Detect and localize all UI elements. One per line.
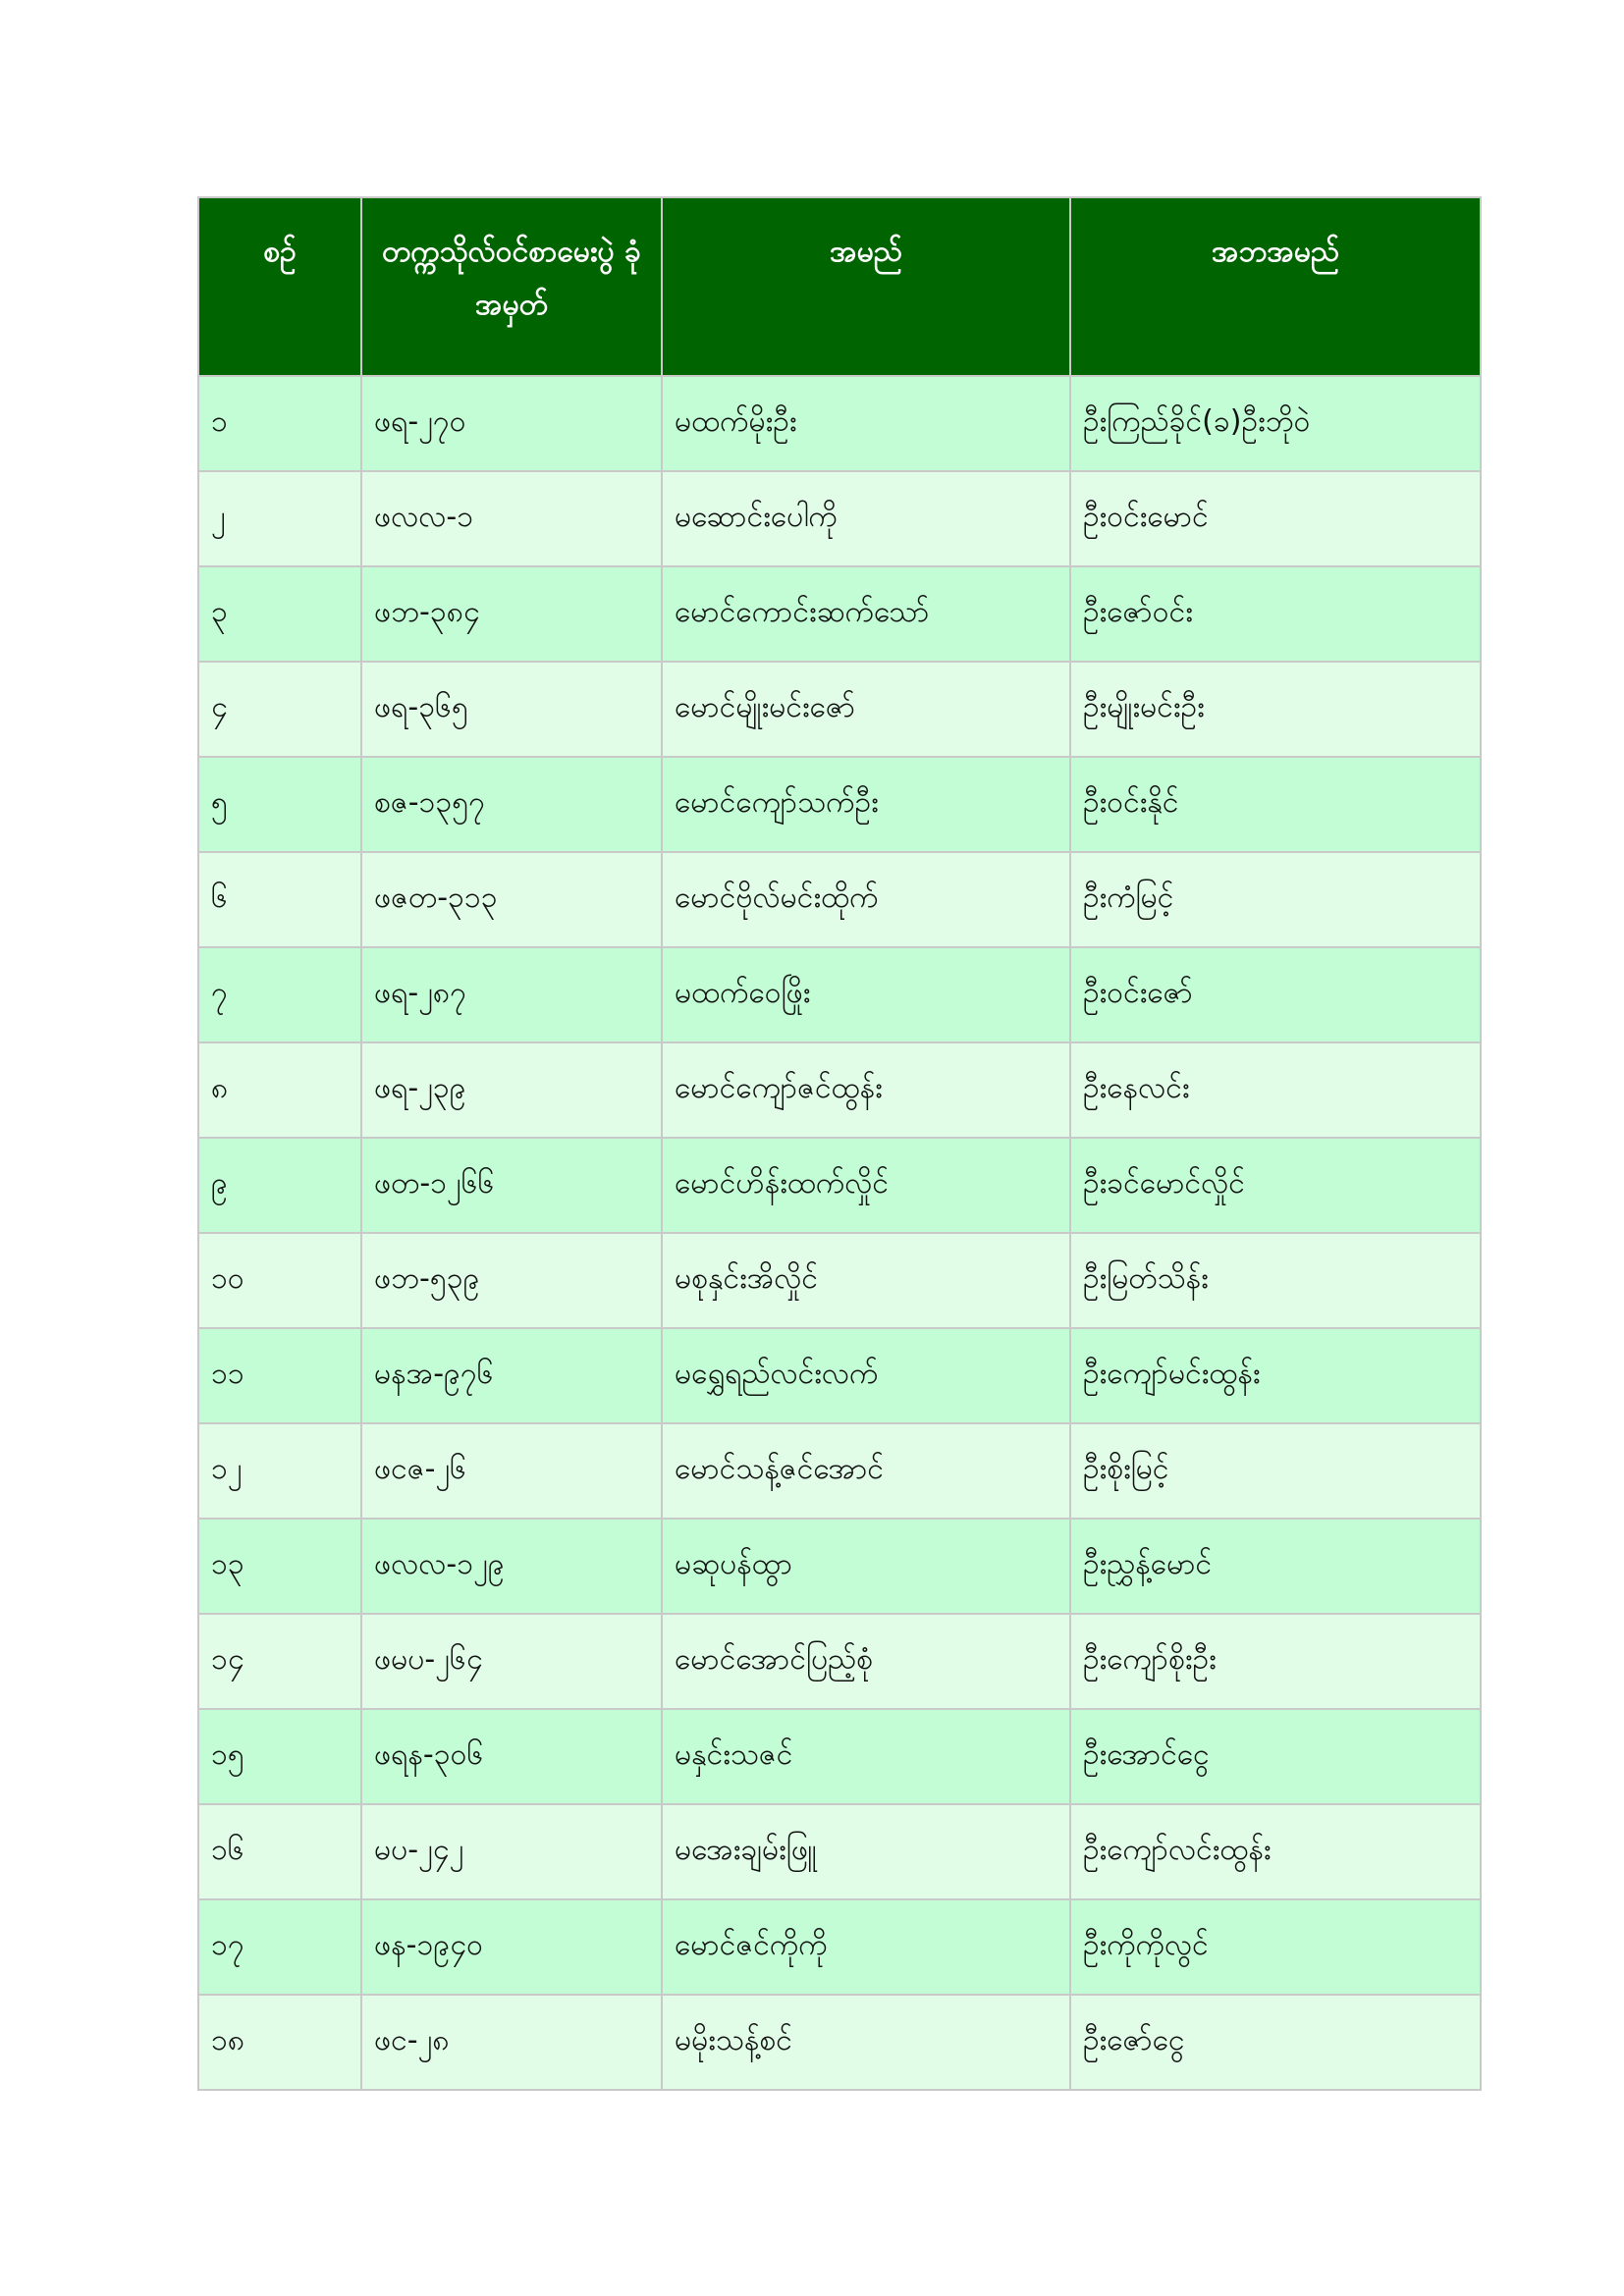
cell-father-name: ဦးဝင်းဇော် <box>1070 947 1481 1042</box>
cell-roll-number: ဖလလ-၁၂၉ <box>361 1519 662 1614</box>
table-row <box>198 376 1481 471</box>
table-row <box>198 471 1481 566</box>
cell-roll-number: မနအ-၉၇၆ <box>361 1328 662 1423</box>
cell-name: မောင်မျိုးမင်းဇော် <box>662 662 1070 757</box>
table-row <box>198 757 1481 852</box>
table-row <box>198 1804 1481 1899</box>
cell-father-name: ဦးညွှန့်မောင် <box>1070 1519 1481 1614</box>
cell-father-name: ဦးဇော်ဝင်း <box>1070 566 1481 662</box>
cell-name: မောင်ကောင်းဆက်သော် <box>662 566 1070 662</box>
cell-father-name: ဦးဝင်းနိုင် <box>1070 757 1481 852</box>
cell-roll-number: ဖင-၂၈ <box>361 1995 662 2090</box>
cell-serial-no: ၂ <box>198 471 361 566</box>
cell-name: မောင်အောင်ပြည့်စုံ <box>662 1614 1070 1709</box>
cell-father-name: ဦးမြတ်သိန်း <box>1070 1233 1481 1328</box>
cell-roll-number: ဖန-၁၉၄၀ <box>361 1899 662 1995</box>
header-row <box>198 197 1481 376</box>
cell-name: မအေးချမ်းဖြူ <box>662 1804 1070 1899</box>
table-row <box>198 1899 1481 1995</box>
table-row <box>198 1328 1481 1423</box>
cell-serial-no: ၁၆ <box>198 1804 361 1899</box>
cell-father-name: ဦးနေလင်း <box>1070 1042 1481 1138</box>
cell-serial-no: ၁၃ <box>198 1519 361 1614</box>
cell-father-name: ဦးမျိုးမင်းဦး <box>1070 662 1481 757</box>
cell-father-name: ဦးကျော်မင်းထွန်း <box>1070 1328 1481 1423</box>
table-row <box>198 1042 1481 1138</box>
cell-name: မမိုးသန့်စင် <box>662 1995 1070 2090</box>
cell-serial-no: ၄ <box>198 662 361 757</box>
table-row <box>198 852 1481 947</box>
cell-father-name: ဦးကံမြင့် <box>1070 852 1481 947</box>
cell-father-name: ဦးကျော်စိုးဦး <box>1070 1614 1481 1709</box>
cell-roll-number: ဖရ-၂၃၉ <box>361 1042 662 1138</box>
header-serial-no: စဉ် <box>198 197 361 376</box>
table-row <box>198 1423 1481 1519</box>
cell-name: မဆုပန်ထွာ <box>662 1519 1070 1614</box>
cell-name: မစုနှင်းအိလှိုင် <box>662 1233 1070 1328</box>
cell-father-name: ဦးခင်မောင်လှိုင် <box>1070 1138 1481 1233</box>
cell-roll-number: ဖရန-၃၀၆ <box>361 1709 662 1804</box>
cell-roll-number: ဖဘ-၃၈၄ <box>361 566 662 662</box>
cell-serial-no: ၁၄ <box>198 1614 361 1709</box>
header-father-name: အဘအမည် <box>1070 197 1481 376</box>
cell-roll-number: ဖဘ-၅၃၉ <box>361 1233 662 1328</box>
cell-name: မထက်ဝေဖြိုး <box>662 947 1070 1042</box>
cell-name: မောင်ဇင်ကိုကို <box>662 1899 1070 1995</box>
table-row <box>198 1233 1481 1328</box>
cell-serial-no: ၁၅ <box>198 1709 361 1804</box>
table-body <box>198 376 1481 2090</box>
cell-roll-number: ဖငဇ-၂၆ <box>361 1423 662 1519</box>
header-roll-number: တက္ကသိုလ်ဝင်စာမေးပွဲ ခုံအမှတ် <box>361 197 662 376</box>
cell-serial-no: ၁၇ <box>198 1899 361 1995</box>
cell-name: မနှင်းသဇင် <box>662 1709 1070 1804</box>
cell-roll-number: စဇ-၁၃၅၇ <box>361 757 662 852</box>
cell-serial-no: ၉ <box>198 1138 361 1233</box>
table-row <box>198 947 1481 1042</box>
cell-name: မောင်ဗိုလ်မင်းထိုက် <box>662 852 1070 947</box>
cell-serial-no: ၈ <box>198 1042 361 1138</box>
table-row <box>198 566 1481 662</box>
cell-serial-no: ၁၀ <box>198 1233 361 1328</box>
cell-name: မောင်ဟိန်းထက်လှိုင် <box>662 1138 1070 1233</box>
table-row <box>198 1138 1481 1233</box>
cell-father-name: ဦးစိုးမြင့် <box>1070 1423 1481 1519</box>
cell-serial-no: ၇ <box>198 947 361 1042</box>
table-row <box>198 1995 1481 2090</box>
cell-serial-no: ၅ <box>198 757 361 852</box>
cell-name: မဆောင်းပေါကို <box>662 471 1070 566</box>
cell-roll-number: ဖရ-၂၇၀ <box>361 376 662 471</box>
cell-roll-number: ဖမပ-၂၆၄ <box>361 1614 662 1709</box>
cell-serial-no: ၁ <box>198 376 361 471</box>
cell-name: မောင်ကျော်ဇင်ထွန်း <box>662 1042 1070 1138</box>
cell-father-name: ဦးဇော်ငွေ <box>1070 1995 1481 2090</box>
cell-roll-number: ဖရ-၂၈၇ <box>361 947 662 1042</box>
table-header <box>198 197 1481 376</box>
cell-father-name: ဦးဝင်းမောင် <box>1070 471 1481 566</box>
cell-father-name: ဦးကျော်လင်းထွန်း <box>1070 1804 1481 1899</box>
cell-serial-no: ၁၁ <box>198 1328 361 1423</box>
table-row <box>198 1519 1481 1614</box>
cell-serial-no: ၃ <box>198 566 361 662</box>
cell-father-name: ဦးကိုကိုလွင် <box>1070 1899 1481 1995</box>
cell-roll-number: ဖတ-၁၂၆၆ <box>361 1138 662 1233</box>
cell-serial-no: ၁၈ <box>198 1995 361 2090</box>
cell-roll-number: ဖလလ-၁ <box>361 471 662 566</box>
table-row <box>198 662 1481 757</box>
cell-name: မောင်သန့်ဇင်အောင် <box>662 1423 1070 1519</box>
results-table <box>197 196 1482 2091</box>
cell-name: မောင်ကျော်သက်ဦး <box>662 757 1070 852</box>
cell-name: မရွှေရည်လင်းလက် <box>662 1328 1070 1423</box>
table-row <box>198 1614 1481 1709</box>
cell-serial-no: ၆ <box>198 852 361 947</box>
cell-roll-number: မပ-၂၄၂ <box>361 1804 662 1899</box>
cell-roll-number: ဖရ-၃၆၅ <box>361 662 662 757</box>
table-row <box>198 1709 1481 1804</box>
header-name: အမည် <box>662 197 1070 376</box>
cell-father-name: ဦးကြည်ခိုင်(ခ)ဦးဘိုဝဲ <box>1070 376 1481 471</box>
cell-roll-number: ဖဇတ-၃၁၃ <box>361 852 662 947</box>
cell-serial-no: ၁၂ <box>198 1423 361 1519</box>
cell-name: မထက်မိုးဦး <box>662 376 1070 471</box>
cell-father-name: ဦးအောင်ငွေ <box>1070 1709 1481 1804</box>
